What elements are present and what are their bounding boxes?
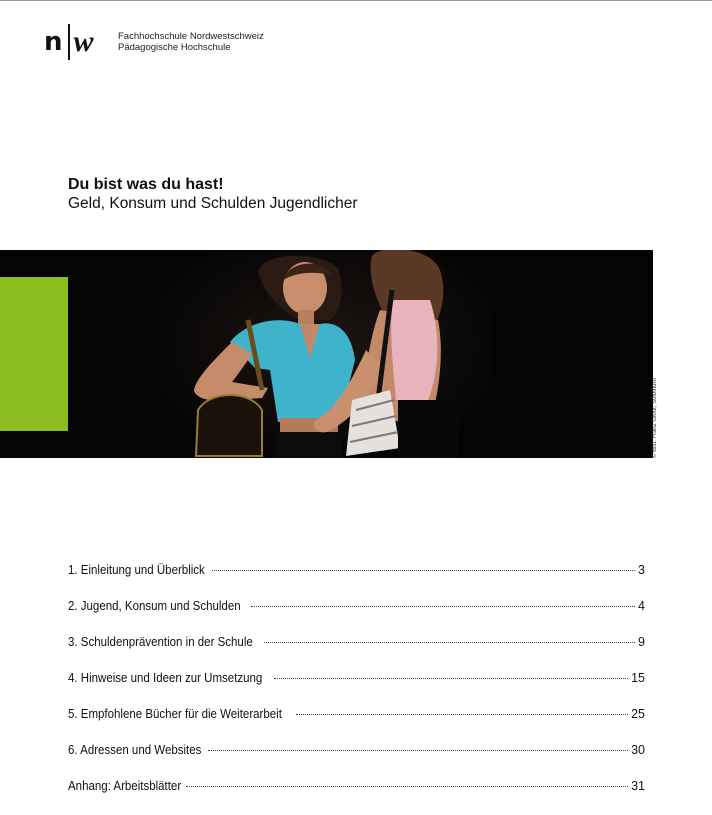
- toc-entry-page: 31: [631, 779, 645, 793]
- toc-leader-dots: [208, 750, 628, 751]
- document-subtitle: Geld, Konsum und Schulden Jugendlicher: [68, 195, 358, 212]
- toc-leader-dots: [296, 714, 629, 715]
- toc-entry-label: 1. Einleitung und Überblick: [68, 563, 205, 577]
- document-title: Du bist was du hast!: [68, 176, 224, 193]
- toc-entry[interactable]: [68, 635, 645, 671]
- toc-leader-dots: [251, 606, 635, 607]
- logo-letter-n: n: [44, 27, 63, 57]
- toc-leader-dots: [186, 786, 628, 787]
- top-rule: [0, 0, 712, 1]
- toc-entry-page: 15: [631, 671, 645, 685]
- toc-leader-dots: [264, 642, 635, 643]
- fhnw-logo: [44, 24, 94, 60]
- institution-line-1: Fachhochschule Nordwestschweiz: [118, 31, 264, 42]
- institution-name: [118, 31, 264, 53]
- table-of-contents: [68, 563, 645, 815]
- toc-entry-page: 9: [638, 635, 645, 649]
- toc-entry-page: 30: [631, 743, 645, 757]
- toc-entry-label: 2. Jugend, Konsum und Schulden: [68, 599, 241, 613]
- toc-entry[interactable]: [68, 707, 645, 743]
- toc-entry[interactable]: [68, 743, 645, 779]
- toc-entry-label: 3. Schuldenprävention in der Schule: [68, 635, 253, 649]
- toc-entry[interactable]: [68, 563, 645, 599]
- toc-leader-dots: [212, 570, 635, 571]
- toc-entry-label: Anhang: Arbeitsblätter: [68, 779, 182, 793]
- cover-photo: [0, 250, 653, 458]
- photo-credit: © Bild: Franz Gloor, Solothurn: [652, 378, 658, 458]
- cover-photo-illustration: [0, 250, 653, 458]
- toc-entry-label: 6. Adressen und Websites: [68, 743, 202, 757]
- institution-line-2: Pädagogische Hochschule: [118, 42, 231, 53]
- accent-block: [0, 277, 68, 431]
- toc-entry[interactable]: [68, 671, 645, 707]
- logo-divider: [68, 24, 70, 60]
- toc-entry-page: 3: [638, 563, 645, 577]
- toc-entry-page: 25: [631, 707, 645, 721]
- logo-letter-w: w: [73, 25, 94, 58]
- toc-entry[interactable]: [68, 779, 645, 815]
- toc-leader-dots: [274, 678, 628, 679]
- toc-entry-page: 4: [638, 599, 645, 613]
- toc-entry-label: 5. Empfohlene Bücher für die Weiterarbeit: [68, 707, 282, 721]
- toc-entry-label: 4. Hinweise und Ideen zur Umsetzung: [68, 671, 263, 685]
- toc-entry[interactable]: [68, 599, 645, 635]
